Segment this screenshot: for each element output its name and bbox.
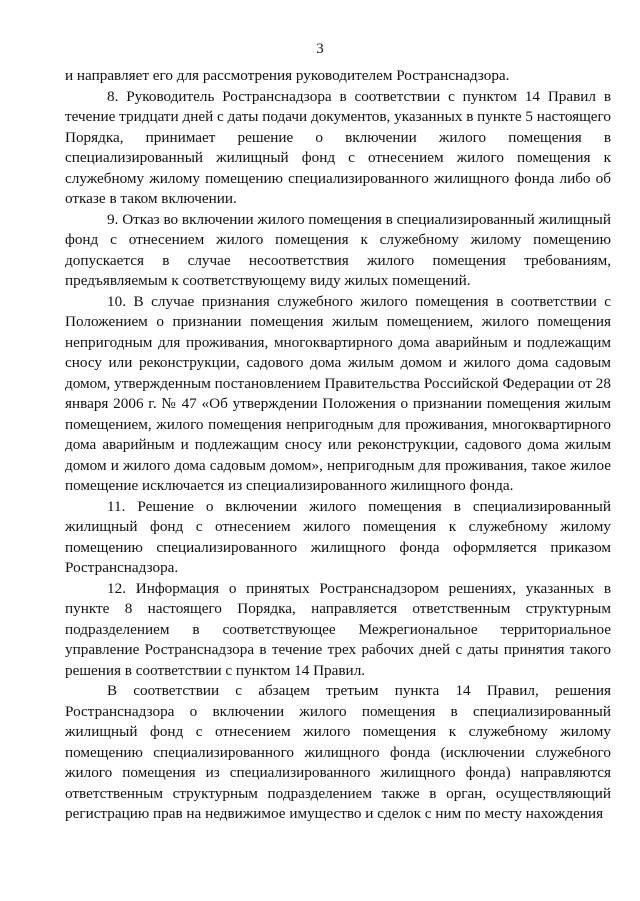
- paragraph-item-8: 8. Руководитель Ространснадзора в соответствии с пунктом 14 Правил в течение тридцати дней с даты подачи документов, указанных в пункте 5 настоящего Порядка, принимает решение о включении жилого помещения в специализированный жилищный фонд с отнесением жилого помещения к служебному жилому помещению специализированного жилищного фонда либо об отказе в таком включении.: [65, 87, 611, 207]
- paragraph-item-12: 12. Информация о принятых Ространснадзором решениях, указанных в пункте 8 настоящего Порядка, направляется ответственным структурным подразделением в соответствующее Межрегиональное территориальное управление Ространснадзора в течение трех рабочих дней с даты принятия такого решения в соответствии с пунктом 14 Правил.: [65, 579, 611, 679]
- document-body: [65, 66, 611, 825]
- paragraph-item-9: 9. Отказ во включении жилого помещения в специализированный жилищный фонд с отнесением жилого помещения к служебному жилому помещению допускается в случае несоответствия жилого помещения требованиям, предъявляемым к соответствующему виду жилых помещений.: [65, 210, 611, 289]
- paragraph-item-11: 11. Решение о включении жилого помещения в специализированный жилищный фонд с отнесением жилого помещения к служебному жилому помещению специализированного жилищного фонда оформляется приказом Ространснадзора.: [65, 497, 611, 576]
- paragraph-item-12-continued: В соответствии с абзацем третьим пункта 14 Правил, решения Ространснадзора о включении жилого помещения в специализированный жилищный фонд с отнесением жилого помещения к служебному жилому помещению специализированного жилищного фонда (исключении служебного жилого помещения из специализированного жилищного фонда) направляются ответственным структурным подразделением также в орган, осуществляющий регистрацию прав на недвижимое имущество и сделок с ним по месту нахождения: [65, 682, 611, 822]
- paragraph-continuation: и направляет его для рассмотрения руководителем Ространснадзора.: [65, 67, 510, 84]
- page-number: 3: [316, 41, 324, 57]
- paragraph-item-10: 10. В случае признания служебного жилого помещения в соответствии с Положением о признании помещения жилым помещением, жилого помещения непригодным для проживания, многоквартирного дома аварийным и подлежащим сносу или реконструкции, садового дома жилым домом и жилого дома садовым домом, утвержденным постановлением Правительства Российской Федерации от 28 января 2006 г. № 47 «Об утверждении Положения о признании помещения жилым помещением, жилого помещения непригодным для проживания, многоквартирного дома аварийным и подлежащим сносу или реконструкции, садового дома жилым домом и жилого дома садовым домом», непригодным для проживания, такое жилое помещение исключается из специализированного жилищного фонда.: [65, 292, 611, 494]
